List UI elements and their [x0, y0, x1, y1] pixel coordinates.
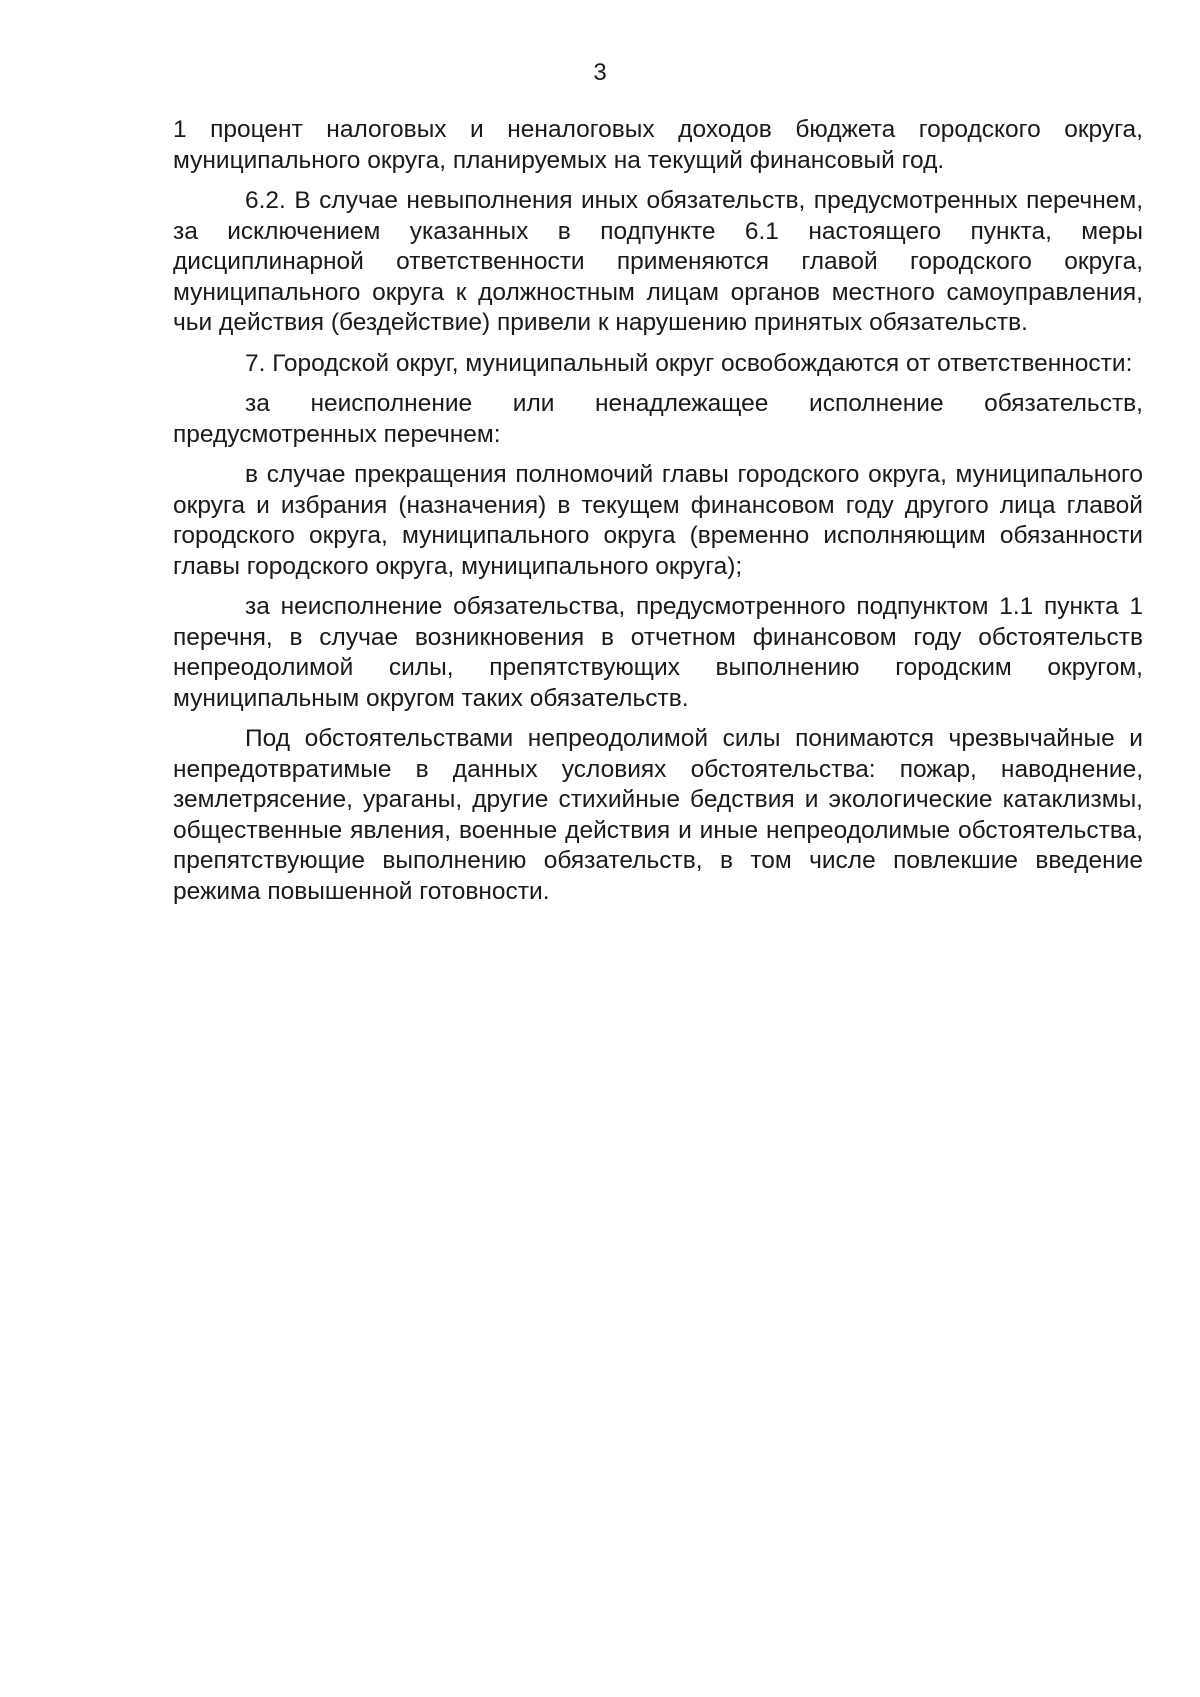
paragraph-force-majeure: Под обстоятельствами непреодолимой силы понимаются чрезвычайные и непредотвратимые в данных условиях обстоятельства: пожар, наводнение, землетрясение, ураганы, другие стихийные бедствия и экологические катаклизмы, общественные явления, военные действия и иные непреодолимые обстоятельства, препятствующие выполнению обязательств, в том числе повлекшие введение режима повышенной готовности. — [173, 725, 1143, 905]
paragraph-7-item-1: за неисполнение или ненадлежащее исполнение обязательств, предусмотренных перечнем: — [173, 390, 1143, 448]
paragraph-7: 7. Городской округ, муниципальный округ освобождаются от ответственности: — [245, 349, 1133, 377]
paragraph-7-item-3: за неисполнение обязательства, предусмотренного подпунктом 1.1 пункта 1 перечня, в случае возникновения в отчетном финансовом году обстоятельств непреодолимой силы, препятствующих выполнению городским округом, муниципальным округом таких обязательств. — [173, 593, 1143, 712]
document-body — [173, 115, 1143, 917]
paragraph-continuation: 1 процент налоговых и неналоговых доходов бюджета городского округа, муниципального округа, планируемых на текущий финансовый год. — [173, 116, 1143, 174]
paragraph-6-2: 6.2. В случае невыполнения иных обязательств, предусмотренных перечнем, за исключением указанных в подпункте 6.1 настоящего пункта, меры дисциплинарной ответственности применяются главой городского округа, муниципального округа к должностным лицам органов местного самоуправления, чьи действия (бездействие) привели к нарушению принятых обязательств. — [173, 187, 1143, 336]
paragraph-7-item-2: в случае прекращения полномочий главы городского округа, муниципального округа и избрания (назначения) в текущем финансовом году другого лица главой городского округа, муниципального округа (временно исполняющим обязанности главы городского округа, муниципального округа); — [173, 461, 1143, 580]
page-number: 3 — [593, 59, 607, 86]
